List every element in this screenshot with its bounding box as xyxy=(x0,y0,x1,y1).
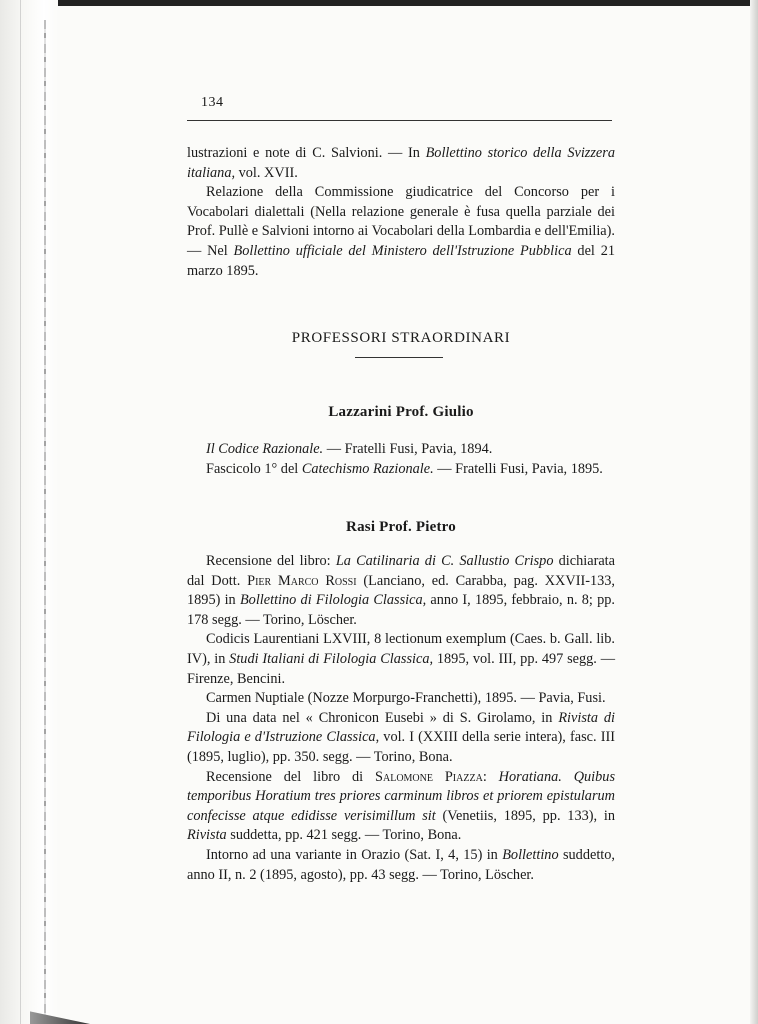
bibliography-entry xyxy=(187,768,615,846)
scan-right-edge xyxy=(750,0,758,1024)
bibliography-entry xyxy=(187,630,615,689)
text-run: Intorno ad una variante in Orazio (Sat. I, 4, 15) in xyxy=(206,846,503,863)
text-run: : xyxy=(482,768,499,785)
italic-title: Bollettino di Filologia Classica, xyxy=(239,592,427,609)
bibliography-entry xyxy=(187,460,615,480)
scan-page-edge xyxy=(20,0,21,1024)
bibliography-entry xyxy=(187,552,615,630)
text-run: vol. XVII. xyxy=(235,164,298,181)
scan-left-margin xyxy=(0,0,58,1024)
text-run: Di una data nel « Chronicon Eusebi » di S. Girolamo, in xyxy=(206,709,559,726)
italic-title: Studi Italiani di Filologia Classica, xyxy=(229,650,434,667)
text-run: suddetta, pp. 421 segg. — Torino, Bona. xyxy=(226,827,462,844)
section-heading-rule xyxy=(355,357,443,358)
bibliography-entry xyxy=(187,846,615,885)
text-run: Codicis Laurentiani LXVIII, 8 lectionum exemplum (Caes. b. Gall. lib. IV), in xyxy=(187,631,615,667)
text-run: dichiarata dal Dott. xyxy=(187,553,615,589)
italic-title: Il Codice Razionale. xyxy=(206,441,324,457)
text-run: Recensione del libro di xyxy=(206,768,376,785)
italic-title: Bollettino ufficiale del Ministero dell'Istruzione Pubblica xyxy=(233,242,572,259)
small-caps-name: Salomone Piazza xyxy=(375,768,483,785)
scan-binding-shadow xyxy=(44,20,46,1020)
italic-title: Rivista xyxy=(187,827,227,844)
text-run: (Lanciano, ed. Carabba, pag. XXVII-133, 1895) in xyxy=(187,572,615,609)
text-run: Relazione della Commissione giudicatrice del Concorso per i Vocabolari dialettali (Nella relazione generale è fusa quella parziale dei Prof. Pullè e Salvioni intorno ai Vocabolari della Lombardia e dell'Emilia). — Nel xyxy=(187,184,615,259)
header-rule xyxy=(187,120,612,121)
text-run: Fascicolo 1° del xyxy=(206,460,302,477)
continuation-text xyxy=(187,144,615,281)
author-heading-rasi: Rasi Prof. Pietro xyxy=(346,519,456,535)
text-run: — Fratelli Fusi, Pavia, 1894. xyxy=(323,441,493,457)
italic-title: Catechismo Razionale. xyxy=(301,460,434,477)
page-number: 134 xyxy=(201,95,224,110)
scan-top-edge xyxy=(0,0,758,6)
text-run: Recensione del libro: xyxy=(206,553,336,569)
text-run: Carmen Nuptiale (Nozze Morpurgo-Franchetti), 1895. — Pavia, Fusi. xyxy=(206,690,606,707)
text-run: 1895, vol. III, pp. 497 segg. — Firenze, Bencini. xyxy=(187,650,615,687)
text-run: lustrazioni e note di C. Salvioni. — In xyxy=(187,145,426,161)
italic-title: Bollettino xyxy=(502,846,559,863)
text-run: anno I, 1895, febbraio, n. 8; pp. 178 segg. — Torino, Löscher. xyxy=(187,592,615,628)
section-heading: PROFESSORI STRAORDINARI xyxy=(291,330,511,346)
text-run: — Fratelli Fusi, Pavia, 1895. xyxy=(433,460,603,477)
rasi-entries xyxy=(187,552,615,885)
text-run: del 21 marzo 1895. xyxy=(187,242,615,279)
italic-title: Bollettino storico della Svizzera italiana, xyxy=(187,145,615,181)
bibliography-entry xyxy=(187,709,615,768)
italic-title: La Catilinaria di C. Sallustio Crispo xyxy=(335,553,554,569)
author-heading-lazzarini: Lazzarini Prof. Giulio xyxy=(328,404,474,420)
continuation-paragraph xyxy=(187,144,615,183)
italic-title: Rivista di Filologia e d'Istruzione Classica xyxy=(187,709,616,746)
text-run: suddetto, anno II, n. 2 (1895, agosto), pp. 43 segg. — Torino, Löscher. xyxy=(187,846,615,883)
bibliography-entry xyxy=(187,689,615,709)
bibliography-entry xyxy=(187,440,615,460)
lazzarini-entries xyxy=(187,440,615,479)
small-caps-name: Pier Marco Rossi xyxy=(247,572,357,589)
continuation-paragraph xyxy=(187,183,615,281)
text-run: (Venetiis, 1895, pp. 133), in xyxy=(435,807,615,824)
text-run: , vol. I (XXIII della serie intera), fasc. III (1895, luglio), pp. 350. segg. — Torino, Bona. xyxy=(187,729,615,765)
italic-title: Horatiana. Quibus temporibus Horatium tres priores carminum libros et priorem epistularum confecisse atque edidisse verisimillum sit xyxy=(187,768,616,824)
